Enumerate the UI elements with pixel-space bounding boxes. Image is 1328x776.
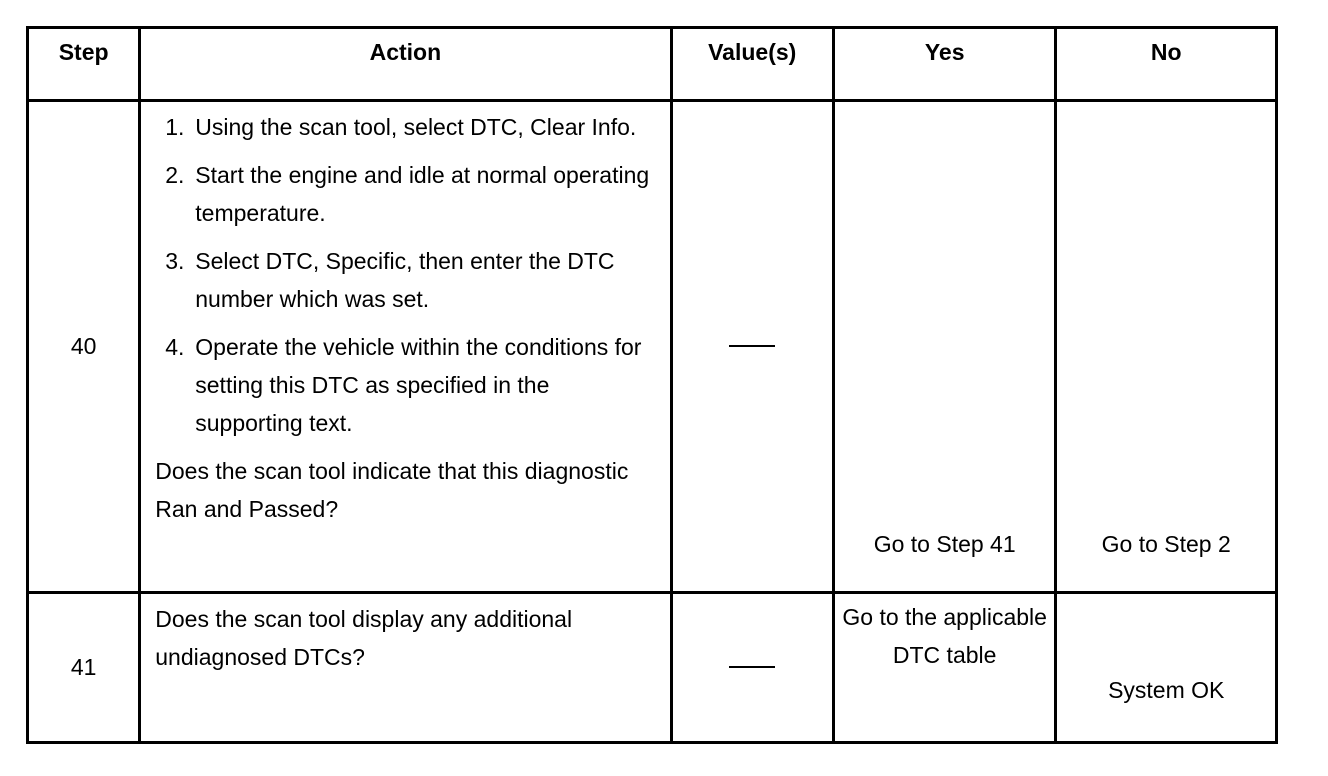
header-values: Value(s) <box>671 28 833 101</box>
action-question: Does the scan tool indicate that this diagnostic Ran and Passed? <box>155 458 629 522</box>
action-item <box>155 108 659 146</box>
header-step: Step <box>28 28 140 101</box>
action-text: Select DTC, Specific, then enter the DTC number which was set. <box>195 248 615 312</box>
header-row <box>28 28 1277 101</box>
action-number: 4. <box>165 334 185 360</box>
value-dash <box>729 345 775 347</box>
value-dash <box>729 666 775 668</box>
action-cell <box>140 593 671 743</box>
action-number: 2. <box>165 162 185 188</box>
action-cell <box>140 101 671 593</box>
action-text: Using the scan tool, select DTC, Clear Info. <box>195 114 637 140</box>
action-item <box>155 328 659 442</box>
yes-cell: Go to Step 41 <box>833 101 1056 593</box>
no-cell: Go to Step 2 <box>1056 101 1277 593</box>
action-list <box>155 108 659 442</box>
action-question: Does the scan tool display any additional undiagnosed DTCs? <box>155 606 573 670</box>
step-number: 40 <box>28 101 140 593</box>
action-number: 1. <box>165 114 185 140</box>
action-text: Operate the vehicle within the conditions for setting this DTC as specified in the supporting text. <box>195 334 642 436</box>
header-no: No <box>1056 28 1277 101</box>
table-row <box>28 593 1277 743</box>
value-cell <box>671 101 833 593</box>
header-yes: Yes <box>833 28 1056 101</box>
no-cell: System OK <box>1056 593 1277 743</box>
yes-cell: Go to the applicable DTC table <box>833 593 1056 743</box>
action-item <box>155 156 659 232</box>
action-text: Start the engine and idle at normal operating temperature. <box>195 162 650 226</box>
action-item <box>155 242 659 318</box>
value-cell <box>671 593 833 743</box>
table-row <box>28 101 1277 593</box>
header-action: Action <box>140 28 671 101</box>
diagnostic-table <box>26 26 1278 744</box>
step-number: 41 <box>28 593 140 743</box>
action-number: 3. <box>165 248 185 274</box>
